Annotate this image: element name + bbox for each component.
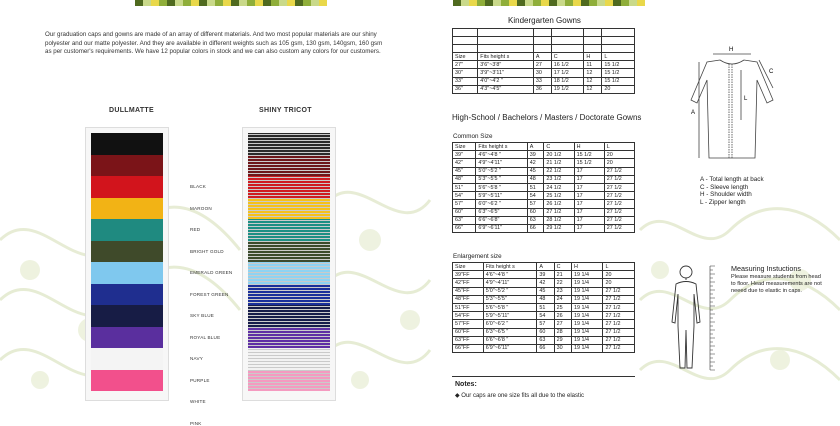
- color-label: FOREST GREEN: [190, 291, 229, 297]
- table-cell: 19 1/4: [571, 271, 602, 279]
- table-cell: 45: [527, 167, 544, 175]
- table-row: [453, 61, 635, 69]
- table-cell: 5'9"~5'11": [483, 312, 537, 320]
- table-cell: [533, 45, 551, 53]
- table-cell: [602, 45, 635, 53]
- table-cell: [453, 29, 478, 37]
- table-cell: 45": [453, 167, 476, 175]
- table-cell: 17: [574, 216, 604, 224]
- table-cell: 19 1/4: [571, 287, 602, 295]
- table-cell: 17: [574, 200, 604, 208]
- table-cell: 19 1/4: [571, 295, 602, 303]
- table-cell: 4'3"~4'5": [478, 85, 534, 93]
- table-cell: 21 1/2: [544, 159, 574, 167]
- table-cell: 17: [574, 224, 604, 232]
- table-cell: 19 1/4: [571, 336, 602, 344]
- table-cell: [533, 37, 551, 45]
- table-cell: 19 1/4: [571, 328, 602, 336]
- table-row: [453, 279, 635, 287]
- table-row: [453, 320, 635, 328]
- table-cell: 27 1/2: [604, 224, 634, 232]
- dullmatte-swatch: [91, 176, 163, 198]
- table-cell: 27 1/2: [604, 192, 634, 200]
- dullmatte-swatch-card: [85, 127, 169, 401]
- table-cell: 17: [574, 175, 604, 183]
- top-stripe-left: [135, 0, 327, 6]
- diagram-label-h: H: [729, 47, 734, 53]
- table-cell: 57: [527, 200, 544, 208]
- table-cell: 19 1/4: [571, 303, 602, 311]
- dullmatte-swatch: [91, 198, 163, 220]
- dullmatte-swatch: [91, 348, 163, 370]
- table-cell: 22: [554, 279, 571, 287]
- color-label: BLACK: [190, 184, 207, 189]
- legend-l: L - Zipper length: [700, 198, 746, 206]
- color-label: PINK: [190, 420, 202, 426]
- table-cell: 51: [537, 303, 554, 311]
- table-row: [453, 224, 635, 232]
- notes-divider: [452, 376, 635, 377]
- table-header-cell: Fits height s: [478, 53, 534, 61]
- table-cell: 4'9"~4'11": [476, 159, 527, 167]
- table-cell: 26 1/2: [544, 200, 574, 208]
- table-row: [453, 344, 635, 352]
- table-cell: 4'6"~4'8 ": [476, 151, 527, 159]
- table-cell: 28 1/2: [544, 216, 574, 224]
- enlargement-size-label: Enlargement size: [453, 253, 502, 260]
- common-size-label: Common Size: [453, 133, 493, 140]
- table-cell: 57: [537, 320, 554, 328]
- table-cell: 54": [453, 192, 476, 200]
- table-blank-row: [453, 45, 635, 53]
- color-label: ROYAL BLUE: [190, 334, 221, 340]
- shiny-tricot-swatch-card: [242, 127, 336, 401]
- table-row: [453, 183, 635, 191]
- table-cell: 6'3"~6'5 ": [483, 328, 537, 336]
- notes-text: ◆ Our caps are one size fits all due to the elastic: [455, 393, 585, 399]
- table-row: [453, 216, 635, 224]
- dullmatte-swatch: [91, 133, 163, 155]
- table-cell: 27 1/2: [603, 320, 635, 328]
- table-cell: 54: [537, 312, 554, 320]
- table-cell: 24: [554, 295, 571, 303]
- measuring-title: Measuring Instuctions: [731, 264, 801, 273]
- color-label: WHITE: [190, 399, 206, 404]
- table-cell: 23: [554, 287, 571, 295]
- table-cell: 29: [554, 336, 571, 344]
- table-cell: 39: [537, 271, 554, 279]
- dullmatte-swatch: [91, 155, 163, 177]
- human-figure-icon: [664, 262, 724, 374]
- table-cell: [551, 37, 584, 45]
- table-header-cell: L: [602, 53, 635, 61]
- table-header-cell: H: [584, 53, 602, 61]
- table-cell: 27: [533, 61, 551, 69]
- table-cell: 19 1/4: [571, 344, 602, 352]
- shiny-tricot-swatch: [248, 133, 330, 155]
- table-row: [453, 85, 635, 93]
- table-cell: 42"FF: [453, 279, 484, 287]
- legend-c: C - Sleeve length: [700, 183, 749, 191]
- table-cell: 6'0"~6'2 ": [476, 200, 527, 208]
- table-row: [453, 271, 635, 279]
- color-label: EMERALD GREEN: [190, 270, 233, 275]
- diagram-label-l: L: [744, 96, 748, 102]
- table-cell: 11: [584, 61, 602, 69]
- table-cell: [602, 29, 635, 37]
- table-cell: 6'9"~6'11": [476, 224, 527, 232]
- table-cell: 23 1/2: [544, 175, 574, 183]
- table-cell: 5'3"~5'5": [483, 295, 537, 303]
- table-cell: [602, 37, 635, 45]
- table-cell: 36": [453, 85, 478, 93]
- table-cell: 27 1/2: [603, 336, 635, 344]
- diagram-label-c: C: [769, 69, 774, 75]
- table-cell: 63: [527, 216, 544, 224]
- dullmatte-swatch: [91, 241, 163, 263]
- shiny-tricot-swatch: [248, 198, 330, 220]
- table-cell: 54: [527, 192, 544, 200]
- table-header-cell: Fits height s: [483, 263, 537, 271]
- table-cell: 20: [604, 151, 634, 159]
- table-cell: 66"FF: [453, 344, 484, 352]
- color-label: PURPLE: [190, 377, 210, 383]
- kindergarten-table: [452, 28, 635, 94]
- table-cell: 20: [603, 271, 635, 279]
- table-cell: 12: [584, 85, 602, 93]
- table-cell: 42: [527, 159, 544, 167]
- table-cell: 42: [537, 279, 554, 287]
- table-cell: 17: [574, 208, 604, 216]
- table-cell: 19 1/4: [571, 312, 602, 320]
- table-row: [453, 159, 635, 167]
- table-header-cell: H: [571, 263, 602, 271]
- table-cell: 12: [584, 69, 602, 77]
- table-header-row: [453, 53, 635, 61]
- table-header-cell: Size: [453, 263, 484, 271]
- table-row: [453, 77, 635, 85]
- table-cell: 30: [554, 344, 571, 352]
- color-label: NAVY: [190, 356, 203, 361]
- shiny-tricot-swatch: [248, 370, 330, 392]
- table-cell: 63: [537, 336, 554, 344]
- table-cell: 39: [527, 151, 544, 159]
- table-cell: 27 1/2: [604, 167, 634, 175]
- table-cell: 39": [453, 151, 476, 159]
- table-cell: 20: [603, 279, 635, 287]
- table-cell: 19 1/4: [571, 320, 602, 328]
- shiny-tricot-swatch: [248, 241, 330, 263]
- kindergarten-title: Kindergarten Gowns: [508, 16, 581, 25]
- color-label: RED: [190, 227, 201, 232]
- table-row: [453, 208, 635, 216]
- shiny-tricot-swatch: [248, 305, 330, 327]
- table-header-cell: Size: [453, 53, 478, 61]
- table-header-cell: Size: [453, 143, 476, 151]
- dullmatte-swatch: [91, 219, 163, 241]
- table-cell: 15 1/2: [574, 159, 604, 167]
- table-row: [453, 303, 635, 311]
- enlargement-size-table: [452, 262, 635, 353]
- table-cell: 27 1/2: [603, 287, 635, 295]
- table-cell: 27 1/2: [604, 183, 634, 191]
- table-cell: 42": [453, 159, 476, 167]
- table-cell: 12: [584, 77, 602, 85]
- table-row: [453, 175, 635, 183]
- table-header-cell: C: [544, 143, 574, 151]
- table-cell: 27 1/2: [603, 328, 635, 336]
- table-cell: 20 1/2: [544, 151, 574, 159]
- dullmatte-swatch: [91, 327, 163, 349]
- table-cell: 30": [453, 69, 478, 77]
- dullmatte-swatch: [91, 305, 163, 327]
- legend-h: H - Shoulder width: [700, 191, 752, 198]
- table-cell: 60"FF: [453, 328, 484, 336]
- table-row: [453, 295, 635, 303]
- color-label: SKY BLUE: [190, 313, 214, 318]
- table-header-row: [453, 143, 635, 151]
- table-cell: [551, 45, 584, 53]
- table-cell: 19 1/2: [551, 85, 584, 93]
- table-cell: 5'0"~5'2 ": [476, 167, 527, 175]
- table-cell: 3'9"~3'11": [478, 69, 534, 77]
- intro-paragraph: Our graduation caps and gowns are made of an array of different materials. And two most popular materials are our shiny polyester and our matte polyester. And they are available in different weights such as 105 gsm, 130 gsm, 140gsm, 160 gsm as per customer's requirements. We have 12 popular colors in stock and we can also custom any colors for our customers.: [45, 31, 383, 56]
- table-header-cell: H: [574, 143, 604, 151]
- table-cell: 66": [453, 224, 476, 232]
- shiny-tricot-swatch: [248, 155, 330, 177]
- dullmatte-swatch: [91, 370, 163, 392]
- table-header-cell: C: [554, 263, 571, 271]
- table-cell: 26: [554, 312, 571, 320]
- table-cell: [478, 29, 534, 37]
- table-cell: [453, 45, 478, 53]
- table-cell: 48: [527, 175, 544, 183]
- table-cell: 17 1/2: [551, 69, 584, 77]
- table-row: [453, 192, 635, 200]
- table-header-row: [453, 263, 635, 271]
- table-cell: 6'9"~6'11": [483, 344, 537, 352]
- table-cell: 51"FF: [453, 303, 484, 311]
- shiny-tricot-swatch: [248, 348, 330, 370]
- table-cell: 20: [602, 85, 635, 93]
- dullmatte-swatches: [91, 133, 163, 391]
- table-cell: 6'6"~6'8 ": [483, 336, 537, 344]
- table-cell: 24 1/2: [544, 183, 574, 191]
- table-cell: [584, 37, 602, 45]
- table-cell: 60: [537, 328, 554, 336]
- table-cell: 5'3"~5'5 ": [476, 175, 527, 183]
- table-header-cell: L: [604, 143, 634, 151]
- legend-a: A - Total length at back: [700, 176, 764, 183]
- dullmatte-swatch: [91, 262, 163, 284]
- table-cell: 5'9"~5'11": [476, 192, 527, 200]
- shiny-tricot-swatch: [248, 327, 330, 349]
- table-cell: 27 1/2: [604, 175, 634, 183]
- table-cell: 36: [533, 85, 551, 93]
- table-cell: 33: [533, 77, 551, 85]
- dullmatte-swatch: [91, 284, 163, 306]
- table-cell: 45: [537, 287, 554, 295]
- shiny-tricot-title: SHINY TRICOT: [259, 107, 312, 114]
- table-header-cell: A: [527, 143, 544, 151]
- table-cell: 15 1/2: [602, 77, 635, 85]
- table-cell: [584, 29, 602, 37]
- table-cell: 18 1/2: [551, 77, 584, 85]
- table-header-cell: A: [537, 263, 554, 271]
- table-cell: 30: [533, 69, 551, 77]
- table-cell: 5'6"~5'8 ": [483, 303, 537, 311]
- table-cell: 19 1/4: [571, 279, 602, 287]
- table-cell: 66: [527, 224, 544, 232]
- table-row: [453, 151, 635, 159]
- table-cell: 4'0"~4'2 ": [478, 77, 534, 85]
- table-cell: 22 1/2: [544, 167, 574, 175]
- table-cell: [533, 29, 551, 37]
- table-cell: 27 1/2: [603, 344, 635, 352]
- table-cell: 17: [574, 167, 604, 175]
- shiny-tricot-swatch: [248, 219, 330, 241]
- table-row: [453, 336, 635, 344]
- table-cell: 51": [453, 183, 476, 191]
- table-cell: 4'9"~4'11": [483, 279, 537, 287]
- table-header-cell: Fits height s: [476, 143, 527, 151]
- measuring-body: Please measure students from head to floor. Head measurements are not neeed due to elastic in caps.: [731, 274, 822, 295]
- table-blank-row: [453, 29, 635, 37]
- diagram-label-a: A: [691, 110, 696, 116]
- table-cell: 57": [453, 200, 476, 208]
- table-cell: 39"FF: [453, 271, 484, 279]
- table-cell: 48: [537, 295, 554, 303]
- table-cell: 63": [453, 216, 476, 224]
- table-cell: 45"FF: [453, 287, 484, 295]
- table-cell: [478, 37, 534, 45]
- table-header-cell: A: [533, 53, 551, 61]
- table-header-cell: L: [603, 263, 635, 271]
- table-row: [453, 200, 635, 208]
- table-cell: 54"FF: [453, 312, 484, 320]
- table-cell: 63"FF: [453, 336, 484, 344]
- table-cell: 16 1/2: [551, 61, 584, 69]
- table-cell: [478, 45, 534, 53]
- table-cell: 6'6"~6'8": [476, 216, 527, 224]
- table-cell: 57"FF: [453, 320, 484, 328]
- notes-title: Notes:: [455, 381, 477, 388]
- table-row: [453, 69, 635, 77]
- table-cell: 27": [453, 61, 478, 69]
- table-cell: 27 1/2: [544, 208, 574, 216]
- table-cell: [584, 45, 602, 53]
- table-cell: 21: [554, 271, 571, 279]
- table-cell: 17: [574, 192, 604, 200]
- table-cell: 5'6"~5'8 ": [476, 183, 527, 191]
- table-row: [453, 312, 635, 320]
- color-label: MAROON: [190, 205, 212, 211]
- table-cell: 27 1/2: [603, 312, 635, 320]
- shiny-tricot-swatch: [248, 176, 330, 198]
- table-cell: 17: [574, 183, 604, 191]
- shiny-tricot-swatch: [248, 284, 330, 306]
- table-cell: 6'3"~6'5": [476, 208, 527, 216]
- shiny-tricot-swatches: [248, 133, 330, 391]
- table-cell: 51: [527, 183, 544, 191]
- table-cell: 60": [453, 208, 476, 216]
- measurement-legend: [700, 176, 764, 206]
- highschool-title: High-School / Bachelors / Masters / Doctorate Gowns: [452, 113, 642, 122]
- table-cell: [551, 29, 584, 37]
- table-cell: 5'0"~5'2 ": [483, 287, 537, 295]
- table-cell: 15 1/2: [602, 61, 635, 69]
- table-cell: 15 1/2: [602, 69, 635, 77]
- table-cell: 25: [554, 303, 571, 311]
- table-cell: 27 1/2: [604, 216, 634, 224]
- table-row: [453, 328, 635, 336]
- top-stripe-right: [453, 0, 645, 6]
- common-size-table: [452, 142, 635, 233]
- gown-diagram: [683, 40, 783, 168]
- shiny-tricot-swatch: [248, 262, 330, 284]
- table-cell: 48"FF: [453, 295, 484, 303]
- table-cell: 29 1/2: [544, 224, 574, 232]
- dullmatte-title: DULLMATTE: [109, 107, 154, 114]
- table-cell: 27 1/2: [603, 303, 635, 311]
- color-label: BRIGHT GOLD: [190, 248, 224, 254]
- table-cell: 60: [527, 208, 544, 216]
- table-header-cell: C: [551, 53, 584, 61]
- table-cell: 48": [453, 175, 476, 183]
- table-cell: 15 1/2: [574, 151, 604, 159]
- table-cell: 28: [554, 328, 571, 336]
- table-cell: 33": [453, 77, 478, 85]
- table-cell: 3'6"~3'8": [478, 61, 534, 69]
- table-cell: 27 1/2: [604, 200, 634, 208]
- table-cell: 20: [604, 159, 634, 167]
- table-blank-row: [453, 37, 635, 45]
- table-cell: [453, 37, 478, 45]
- table-row: [453, 287, 635, 295]
- table-row: [453, 167, 635, 175]
- table-cell: 27: [554, 320, 571, 328]
- table-cell: 25 1/2: [544, 192, 574, 200]
- table-cell: 4'6"~4'8 ": [483, 271, 537, 279]
- table-cell: 27 1/2: [604, 208, 634, 216]
- table-cell: 66: [537, 344, 554, 352]
- table-cell: 27 1/2: [603, 295, 635, 303]
- table-cell: 6'0"~6'2 ": [483, 320, 537, 328]
